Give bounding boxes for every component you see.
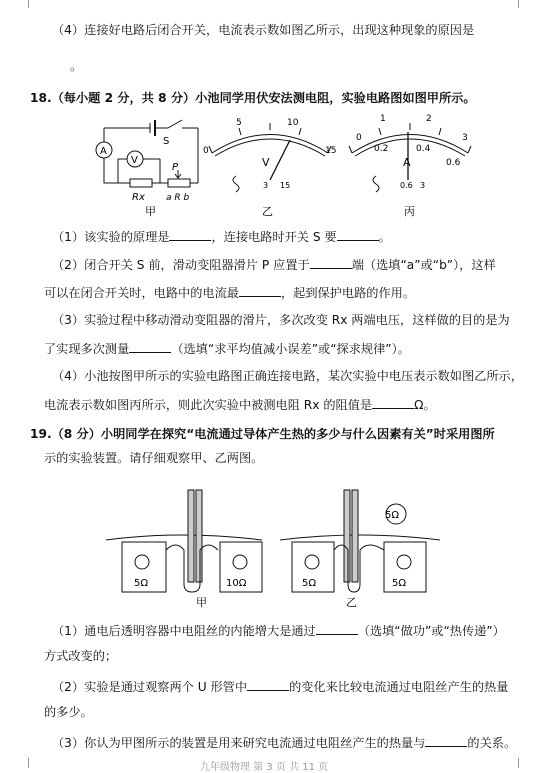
v-unit: V — [262, 156, 270, 169]
q18-p3-line2-b: （选填“求平均值减小误差”或“探求规律”）。 — [171, 342, 410, 356]
q18-p2-line2 — [44, 284, 415, 301]
q19-p3-blank[interactable] — [425, 734, 467, 747]
fig-bing-label: 丙 — [404, 205, 415, 218]
q18-p2-a: （2）闭合开关 S 前，滑动变阻器滑片 P 应置于 — [52, 258, 310, 272]
q18-p2-b: 端（选填“a”或“b”），这样 — [351, 258, 496, 272]
a-tick-0.2: 0.2 — [374, 144, 389, 154]
q19-p2-blank[interactable] — [247, 678, 289, 691]
a-tick-0.6: 0.6 — [446, 158, 461, 168]
q18-p4-line — [52, 368, 523, 384]
voltmeter-symbol: V — [131, 155, 138, 166]
fig-yi-label: 乙 — [262, 205, 273, 218]
q18-p1-b: ，连接电路时开关 S 要 — [211, 230, 337, 244]
voltmeter-dial — [209, 123, 331, 192]
q18-p1-c: 。 — [378, 230, 391, 244]
q19-p2-line2: 的多少。 — [44, 705, 93, 719]
q18-p3-blank[interactable] — [129, 340, 171, 353]
rheostat-ab-label: a R b — [166, 193, 190, 203]
v-tick-5: 5 — [236, 118, 242, 128]
v-tick-10: 10 — [287, 118, 299, 128]
q18-p2-line2-a: 可以在闭合开关时，电路中的电流最 — [44, 286, 239, 300]
q19-p2-b: 的变化来比较电流通过电阻丝产生的热量 — [289, 680, 509, 694]
q18-header: 18.（每小题 2 分，共 8 分）小池同学用伏安法测电阻，实验电路图如图甲所示。 — [30, 91, 476, 105]
corner-mark-bottom-left — [28, 758, 29, 768]
q18-p2-blank2[interactable] — [239, 284, 281, 297]
yi-r1-label: 5Ω — [302, 578, 317, 589]
page-footer: 九年级物理 第 3 页 共 11 页 — [200, 762, 329, 773]
q18-p3-a: （3）实验过程中移动滑动变阻器的滑片，多次改变 Rx 两端电压，这样做的目的是为 — [52, 313, 510, 327]
a-tick-2: 2 — [426, 114, 432, 124]
a-unit: A — [403, 156, 411, 169]
q19-fig-yi: 乙 — [346, 596, 357, 609]
q19-figure — [0, 482, 548, 612]
a-tick-0: 0 — [356, 133, 362, 143]
q19-header2: 示的实验装置。请仔细观察甲、乙两图。 — [44, 451, 264, 465]
v-tick-0: 0 — [203, 146, 209, 156]
q18-p2-line — [52, 256, 496, 273]
jia-r2-label: 10Ω — [226, 578, 247, 589]
q18-figure — [0, 108, 548, 228]
q17-p4-line — [52, 22, 474, 38]
q18-p4-a: （4）小池按图甲所示的实验电路图正确连接电路，某次实验中电压表示数如图乙所示， — [52, 369, 523, 383]
q18-p1-blank2[interactable] — [337, 228, 379, 241]
corner-mark-bottom-right — [518, 758, 519, 768]
q19-p3-a: （3）你认为甲图所示的装置是用来研究电流通过电阻丝产生的热量与 — [52, 736, 426, 750]
yi-r-top-label: 5Ω — [385, 510, 400, 521]
q19-p3-b: 的关系。 — [467, 736, 517, 750]
q19-p3-line — [52, 734, 516, 751]
q19-header: 19.（8 分）小明同学在探究“电流通过导体产生热的多少与什么因素有关”时采用图所 — [30, 427, 495, 441]
apparatus-yi — [280, 490, 440, 592]
a-term-0.6: 0.6 — [400, 181, 413, 190]
q18-p4-blank[interactable] — [372, 396, 414, 409]
a-tick-1: 1 — [380, 114, 386, 124]
q18-p3-line — [52, 312, 510, 328]
q19-p2-a: （2）实验是通过观察两个 U 形管中 — [52, 680, 248, 694]
v-term-15: 15 — [280, 181, 291, 190]
jia-r1-label: 5Ω — [134, 578, 149, 589]
q18-p4-line2 — [44, 396, 436, 413]
q18-p1-a: （1）该实验的原理是 — [52, 230, 170, 244]
v-term-3: 3 — [263, 181, 269, 190]
q18-p3-line2 — [44, 340, 410, 357]
circuit-diagram — [96, 120, 198, 187]
switch-label: S — [163, 136, 170, 147]
q19-p1-blank[interactable] — [316, 622, 358, 635]
q19-p1-b: （选填“做功”或“热传递”） — [357, 624, 505, 638]
q18-p1-line — [52, 228, 391, 245]
v-tick-15: 15 — [325, 146, 337, 156]
rx-label: Rx — [132, 192, 145, 203]
q18-p3-line2-a: 了实现多次测量 — [44, 342, 130, 356]
q18-p2-line2-b: ，起到保护电路的作用。 — [281, 286, 416, 300]
fig-jia-label: 甲 — [145, 205, 156, 218]
corner-mark-top-left — [28, 0, 29, 8]
q17-p4-text: （4）连接好电路后闭合开关，电流表示数如图乙所示，出现这种现象的原因是 — [52, 23, 475, 37]
q18-p1-blank1[interactable] — [169, 228, 211, 241]
slider-p-label: P — [172, 162, 179, 173]
q19-p1-a: （1）通电后透明容器中电阻丝的内能增大是通过 — [52, 624, 316, 638]
q19-fig-jia: 甲 — [196, 596, 207, 609]
corner-mark-top-right — [518, 0, 519, 8]
q19-p1-line2: 方式改变的； — [44, 649, 118, 663]
q18-p4-line2-a: 电流表示数如图丙所示，则此次实验中被测电阻 Rx 的阻值是 — [44, 398, 373, 412]
apparatus-jia — [106, 490, 262, 592]
q17-p4-end: 。 — [70, 59, 83, 73]
q19-p1-line — [52, 622, 505, 639]
ammeter-symbol: A — [100, 146, 107, 157]
a-term-3: 3 — [420, 181, 426, 190]
a-tick-3: 3 — [462, 133, 468, 143]
q19-p2-line — [52, 678, 508, 695]
q18-p4-line2-b: Ω。 — [414, 398, 436, 412]
yi-r2-label: 5Ω — [392, 578, 407, 589]
a-tick-0.4: 0.4 — [416, 144, 431, 154]
q18-p2-blank1[interactable] — [310, 256, 352, 269]
